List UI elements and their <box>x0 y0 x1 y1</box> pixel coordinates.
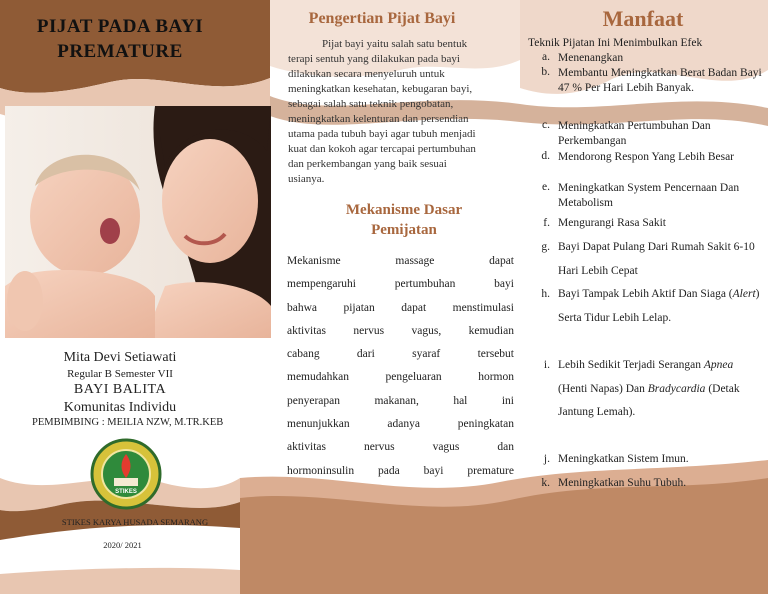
mekanisme-line <box>287 343 514 366</box>
mekanisme-word: pengeluaran <box>385 371 442 384</box>
mekanisme-word: hormon <box>478 371 514 384</box>
mekanisme-word: aktivitas <box>287 324 326 337</box>
mekanisme-line <box>287 297 514 320</box>
mekanisme-word: bayi <box>494 278 514 291</box>
mekanisme-word: syaraf <box>412 348 441 361</box>
mekanisme-word: peningkatan <box>457 418 514 431</box>
mekanisme-word: aktivitas <box>287 441 326 454</box>
mekanisme-word: ini <box>501 394 514 407</box>
manfaat-list <box>528 51 764 496</box>
mekanisme-word: Mekanisme <box>287 255 341 267</box>
logo-text: STIKES <box>115 489 137 495</box>
topic-label: BAYI BALITA <box>73 382 167 397</box>
mekanisme-word: vagus <box>432 441 460 454</box>
mekanisme-word: hal <box>453 394 468 407</box>
mekanisme-word: vagus, <box>411 324 442 337</box>
pengertian-line: Pijat bayi yaitu salah satu bentuk <box>322 38 468 50</box>
pengertian-title: Pengertian Pijat Bayi <box>308 10 456 27</box>
teknik-intro: Teknik Pijatan Ini Menimbulkan Efek <box>528 37 703 49</box>
pengertian-line: dilakukan secara menyeluruh untuk <box>288 68 445 80</box>
list-item: g. Bayi Dapat Pulang Dari Rumah Sakit 6-10 Hari Lebih Cepat <box>541 241 755 277</box>
pengertian-line: meningkatkan kelenturan dan persendian <box>288 113 469 125</box>
mekanisme-word: dari <box>356 348 375 361</box>
pengertian-line: sebagai salah satu teknik pengobatan, <box>288 98 454 110</box>
mekanisme-word: nervus <box>353 324 385 337</box>
title-line-1: PIJAT PADA BAYI <box>36 16 204 37</box>
list-item: a. Menenangkan <box>542 51 624 64</box>
pengertian-line: terapi sentuh yang dilakukan pada bayi <box>288 53 460 65</box>
mekanisme-word: makanan, <box>374 394 419 407</box>
mekanisme-word: bayi <box>423 464 444 477</box>
mekanisme-word: hormoninsulin <box>287 464 355 477</box>
mekanisme-word: adanya <box>387 418 420 431</box>
year-label: 2020/ 2021 <box>103 540 142 550</box>
title-line-2: PREMATURE <box>57 41 183 62</box>
mekanisme-line <box>287 390 514 413</box>
mekanisme-line <box>287 436 514 459</box>
pengertian-line: kuat dan kokoh agar tercapai pertumbuhan <box>288 143 476 155</box>
mekanisme-word: nervus <box>363 441 395 454</box>
institution-label: STIKES KARYA HUSADA SEMARANG <box>61 517 209 527</box>
mekanisme-word: massage <box>395 255 435 267</box>
list-item: c. Meningkatkan Pertumbuhan Dan Perkembangan <box>542 119 711 147</box>
mekanisme-word: kemudian <box>468 324 514 337</box>
pengertian-line: utama pada tubuh bayi agar tubuh menjadi <box>288 128 476 140</box>
list-item: j. Meningkatkan Sistem Imun. <box>543 453 689 465</box>
mekanisme-word: bahwa <box>287 301 318 314</box>
mekanisme-word: pertumbuhan <box>394 278 456 291</box>
list-item: k. Meningkatkan Suhu Tubuh. <box>541 477 687 489</box>
mekanisme-word: dapat <box>489 255 514 267</box>
mekanisme-word: dan <box>497 441 514 454</box>
mekanisme-title: Mekanisme Dasar Pemijatan <box>345 202 463 238</box>
stikes-logo <box>90 438 162 510</box>
mekanisme-line <box>287 273 514 296</box>
list-item: h. Bayi Tampak Lebih Aktif Dan Siaga (Alert) Serta Tidur Lebih Lelap. <box>541 288 760 324</box>
mother-baby-photo <box>5 106 271 338</box>
pengertian-line: usianya. <box>288 173 325 185</box>
mekanisme-word: mempengaruhi <box>287 278 356 291</box>
mekanisme-word: pijatan <box>343 301 375 314</box>
mekanisme-line <box>287 366 514 389</box>
mekanisme-word: penyerapan <box>287 394 340 407</box>
mekanisme-word: tersebut <box>477 348 514 361</box>
mekanisme-line <box>287 250 514 273</box>
supervisor-label: PEMBIMBING : MEILIA NZW, M.TR.KEB <box>32 417 224 428</box>
pengertian-paragraph <box>288 37 520 187</box>
brochure-title <box>0 14 240 64</box>
author-name: Mita Devi Setiawati <box>63 350 177 365</box>
list-item: f. Mengurangi Rasa Sakit <box>543 217 666 229</box>
manfaat-title: Manfaat <box>602 6 684 31</box>
list-item: e. Meningkatkan System Pencernaan Dan Metabolism <box>542 181 740 209</box>
list-item: d. Mendorong Respon Yang Lebih Besar <box>541 150 734 163</box>
mekanisme-word: cabang <box>287 348 320 361</box>
mekanisme-paragraph <box>287 250 514 483</box>
mekanisme-word: menstimulasi <box>452 301 514 314</box>
mekanisme-line <box>287 460 514 483</box>
mekanisme-word: memudahkan <box>287 371 349 384</box>
mekanisme-word: menunjukkan <box>287 418 350 431</box>
mekanisme-line <box>287 320 514 343</box>
left-bottom-strip <box>0 568 240 594</box>
pengertian-line: meningkatkan kesehatan, kebugaran bayi, <box>288 83 473 95</box>
mekanisme-word: premature <box>467 464 514 477</box>
list-item: b. Membantu Meningkatkan Berat Badan Bayi 47 % Per Hari Lebih Banyak. <box>541 66 762 94</box>
class-info: Regular B Semester VII <box>67 368 173 380</box>
mekanisme-word: pada <box>378 464 400 477</box>
course-label: Komunitas Individu <box>63 400 177 415</box>
mekanisme-line <box>287 413 514 436</box>
list-item: i. Lebih Sedikit Terjadi Serangan Apnea (Henti Napas) Dan Bradycardia (Detak Jantung Lemah). <box>543 359 740 418</box>
mekanisme-word: dapat <box>401 301 427 314</box>
pengertian-line: dan perkembangan yang baik sesuai <box>288 158 447 170</box>
